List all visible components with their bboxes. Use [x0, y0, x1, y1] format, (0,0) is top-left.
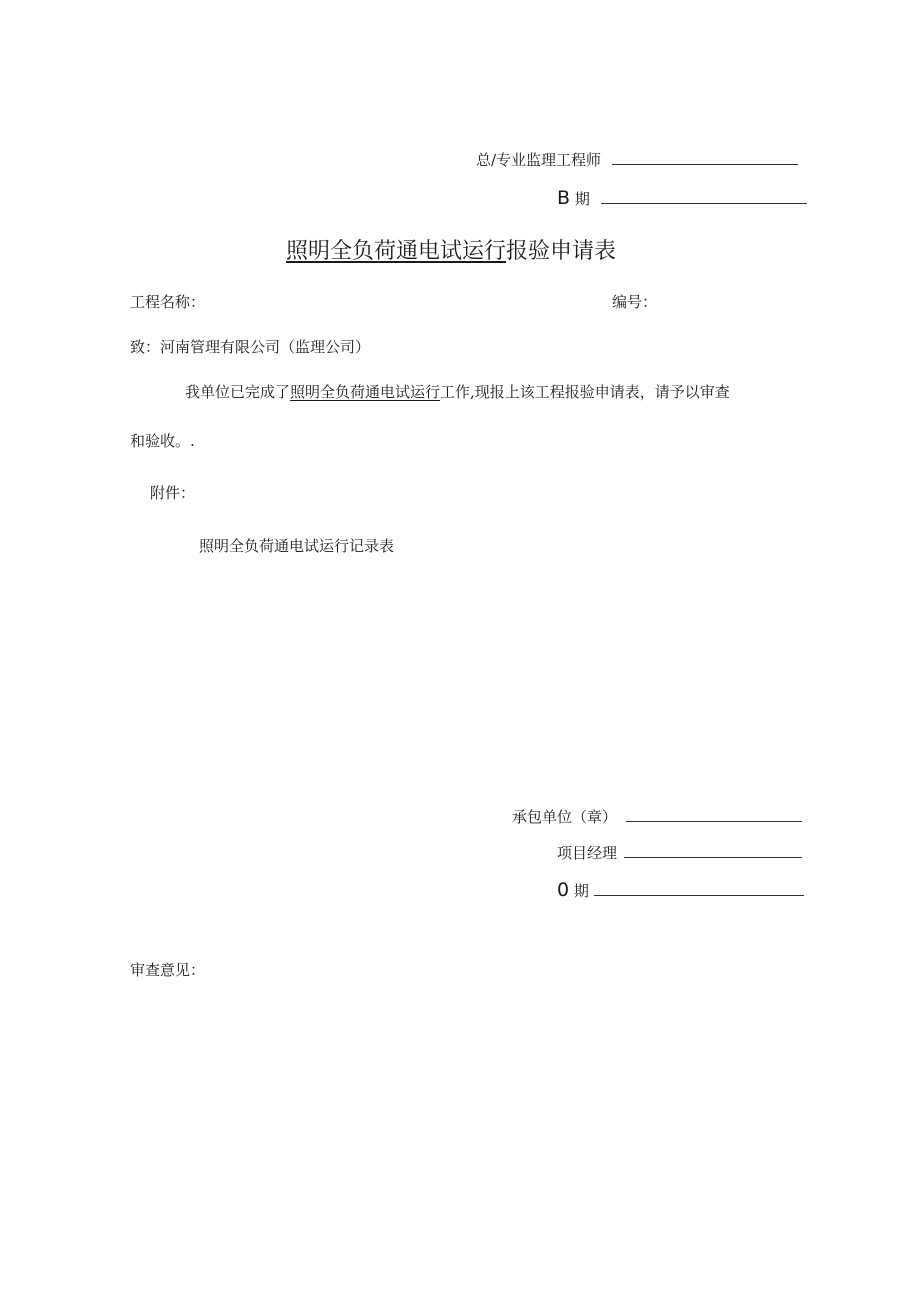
number-label: 编号：: [612, 293, 658, 311]
body-underlined-work: 照明全负荷通电试运行: [290, 383, 441, 401]
attachment-label: 附件：: [150, 484, 196, 502]
contractor-date-row: [557, 880, 804, 901]
project-manager-label: 项目经理: [557, 844, 618, 862]
body-prefix: 我单位已完成了: [185, 383, 291, 401]
header-date-row: [557, 188, 807, 209]
contractor-unit-label: 承包单位（章）: [512, 808, 618, 826]
engineer-signature-row: [476, 150, 798, 170]
project-name-label: 工程名称：: [130, 293, 206, 311]
project-manager-row: [557, 843, 802, 863]
contractor-date-line: [594, 881, 804, 896]
body-suffix: 工作,现报上该工程报验申请表，请予以审查: [440, 383, 730, 401]
attachment-item: 照明全负荷通电试运行记录表: [199, 537, 395, 555]
engineer-signature-line: [612, 150, 798, 165]
title-rest: 报验申请表: [506, 239, 617, 264]
page-title: [286, 238, 616, 266]
header-date-prefix: B: [557, 187, 571, 209]
header-date-label: 期: [574, 190, 590, 208]
engineer-label: 总/专业监理工程师: [476, 151, 602, 169]
body-line-1: [185, 382, 730, 402]
contractor-unit-row: [512, 807, 802, 827]
body-line-2: 和验收。.: [130, 432, 195, 450]
contractor-date-prefix: 0: [557, 879, 570, 901]
contractor-date-label: 期: [573, 882, 589, 900]
project-manager-line: [624, 843, 802, 858]
contractor-unit-line: [626, 807, 802, 822]
header-date-line: [601, 189, 807, 204]
addressee-line: 致：河南管理有限公司（监理公司）: [130, 338, 371, 356]
title-underlined-part: 照明全负荷通电试运行: [286, 239, 507, 264]
review-label: 审查意见：: [130, 961, 206, 979]
